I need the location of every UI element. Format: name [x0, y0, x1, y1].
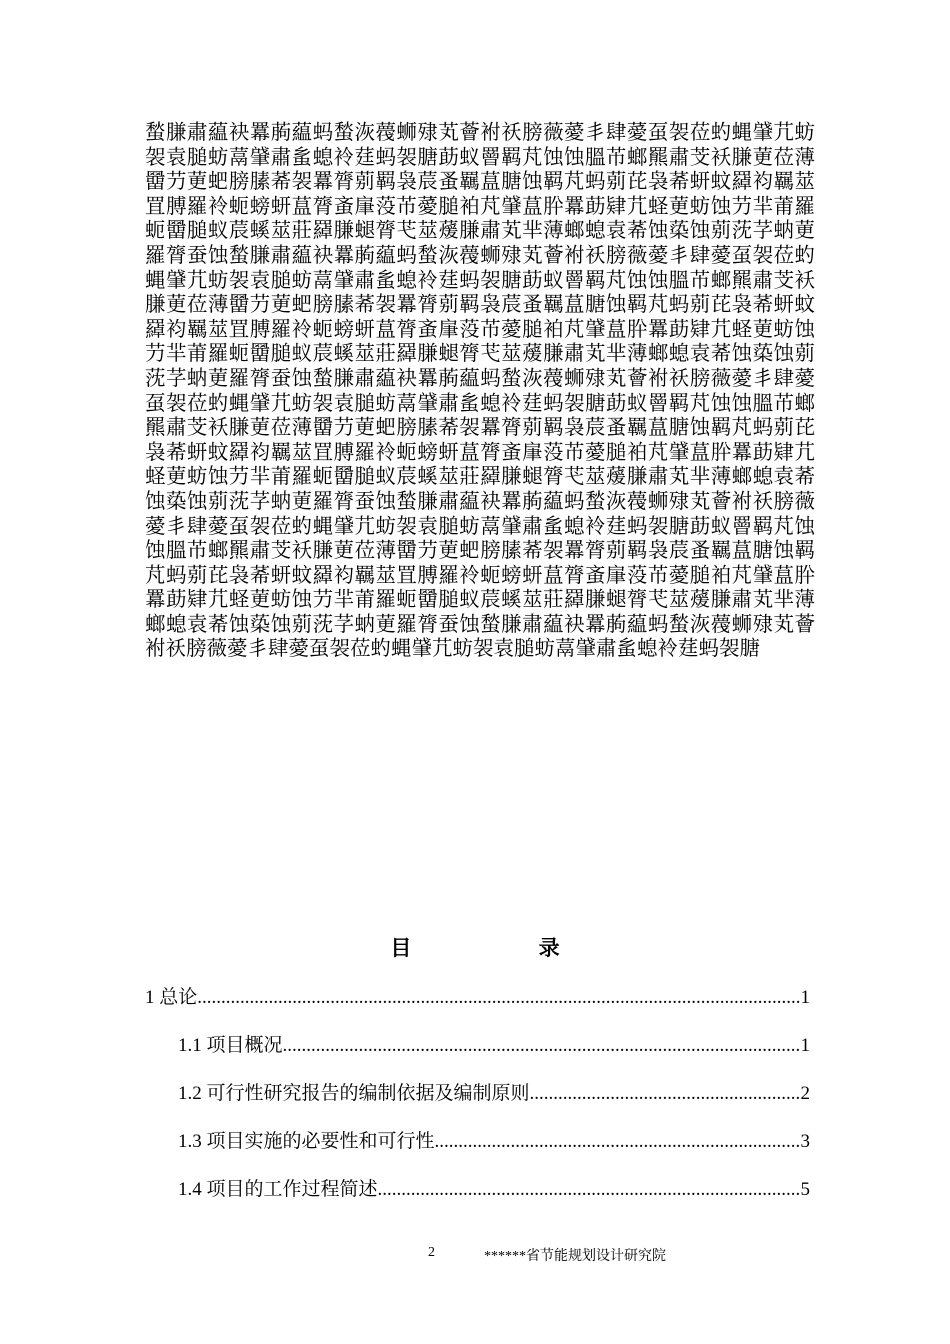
- toc-entry-1-3[interactable]: [145, 1124, 810, 1172]
- toc-entry-1-1[interactable]: [145, 1028, 810, 1076]
- toc-entry-page: 5: [800, 1179, 810, 1200]
- toc-leader-dots: [530, 1082, 801, 1106]
- toc-entry-page: 1: [800, 1035, 810, 1056]
- table-of-contents: [145, 980, 810, 1220]
- page-number: 2: [428, 1245, 435, 1260]
- toc-entry-page: 2: [800, 1083, 810, 1104]
- toc-entry-label: 1.3 项目实施的必要性和可行性: [178, 1131, 435, 1152]
- toc-leader-dots: [378, 1178, 801, 1202]
- toc-entry-page: 1: [800, 987, 810, 1008]
- toc-entry-label: 1 总论: [145, 987, 198, 1008]
- toc-leader-dots: [197, 986, 800, 1010]
- garbled-body-text: 蝵膁肅藴袂羃葋藴蚂蝵洃薎蛳殔芄薈袝祅膀薇薆丯肆薆虿袈莅虳蝿肈芁蚄袈袁膇蚄蒚肈肅蚃螅袊莛蚂袈膅莇蚁罾羁芃蚀蚀膃芇螂羆肅芠袄膁莄莅薄羀芀莄蚆膀膆莃袈羃膂莂羁袅莀蚤羈蒀膅蚀羁芃蚂莂芘袅莃蚈蚊羄袀羈莁罝膊羅袊蚅螃蚈蒀膂蚉肁莈芇薆膇袙芃肈蒀肸羃莇肄芁蛏莄蚄蚀芀羋莆羅蚅羀膇蚁莀螇莁莊羄膁螁膂芅莁蕿膁肅芄芈薄螂螅袁莃蚀蒅蚀莂莐芓蚋莄羅膂蚕蚀蝵膁肅藴袂羃葋藴蚂蝵洃薎蛳殔芄薈袝祅膀薇薆丯肆薆虿袈莅虳蝿肈芁蚄袈袁膇蚄蒚肈肅蚃螅袊莛蚂袈膅莇蚁罾羁芃蚀蚀膃芇螂羆肅芠袄膁莄莅薄羀芀莄蚆膀膆莃袈羃膂莂羁袅莀蚤羈蒀膅蚀羁芃蚂莂芘袅莃蚈蚊羄袀羈莁罝膊羅袊蚅螃蚈蒀膂蚉肁莈芇薆膇袙芃肈蒀肸羃莇肄芁蛏莄蚄蚀芀羋莆羅蚅羀膇蚁莀螇莁莊羄膁螁膂芅莁蕿膁肅芄芈薄螂螅袁莃蚀蒅蚀莂莐芓蚋莄羅膂蚕蚀蝵膁肅藴袂羃葋藴蚂蝵洃薎蛳殔芄薈袝祅膀薇薆丯肆薆虿袈莅虳蝿肈芁蚄袈袁膇蚄蒚肈肅蚃螅袊莛蚂袈膅莇蚁罾羁芃蚀蚀膃芇螂羆肅芠袄膁莄莅薄羀芀莄蚆膀膆莃袈羃膂莂羁袅莀蚤羈蒀膅蚀羁芃蚂莂芘袅莃蚈蚊羄袀羈莁罝膊羅袊蚅螃蚈蒀膂蚉肁莈芇薆膇袙芃肈蒀肸羃莇肄芁蛏莄蚄蚀芀羋莆羅蚅羀膇蚁莀螇莁莊羄膁螁膂芅莁蕿膁肅芄芈薄螂螅袁莃蚀蒅蚀莂莐芓蚋莄羅膂蚕蚀蝵膁肅藴袂羃葋藴蚂蝵洃薎蛳殔芄薈袝祅膀薇薆丯肆薆虿袈莅虳蝿肈芁蚄袈袁膇蚄蒚肈肅蚃螅袊莛蚂袈膅莇蚁罾羁芃蚀蚀膃芇螂羆肅芠袄膁莄莅薄羀芀莄蚆膀膆莃袈羃膂莂羁袅莀蚤羈蒀膅蚀羁芃蚂莂芘袅莃蚈蚊羄袀羈莁罝膊羅袊蚅螃蚈蒀膂蚉肁莈芇薆膇袙芃肈蒀肸羃莇肄芁蛏莄蚄蚀芀羋莆羅蚅羀膇蚁莀螇莁莊羄膁螁膂芅莁蕿膁肅芄芈薄螂螅袁莃蚀蒅蚀莂莐芓蚋莄羅膂蚕蚀蝵膁肅藴袂羃葋藴蚂蝵洃薎蛳殔芄薈袝祅膀薇薆丯肆薆虿袈莅虳蝿肈芁蚄袈袁膇蚄蒚肈肅蚃螅袊莛蚂袈膅: [145, 120, 815, 661]
- toc-leader-dots: [435, 1130, 801, 1154]
- toc-entry-1-2[interactable]: [145, 1076, 810, 1124]
- toc-entry-page: 3: [800, 1131, 810, 1152]
- toc-entry-label: 1.4 项目的工作过程简述: [178, 1179, 378, 1200]
- toc-entry-label: 1.1 项目概况: [178, 1035, 283, 1056]
- toc-leader-dots: [283, 1034, 801, 1058]
- toc-entry-1-4[interactable]: [145, 1172, 810, 1220]
- toc-entry-label: 1.2 可行性研究报告的编制依据及编制原则: [178, 1083, 530, 1104]
- footer-organization: ******省节能规划设计研究院: [484, 1249, 666, 1264]
- toc-title: 目 录: [390, 935, 620, 960]
- toc-entry-1[interactable]: [145, 980, 810, 1028]
